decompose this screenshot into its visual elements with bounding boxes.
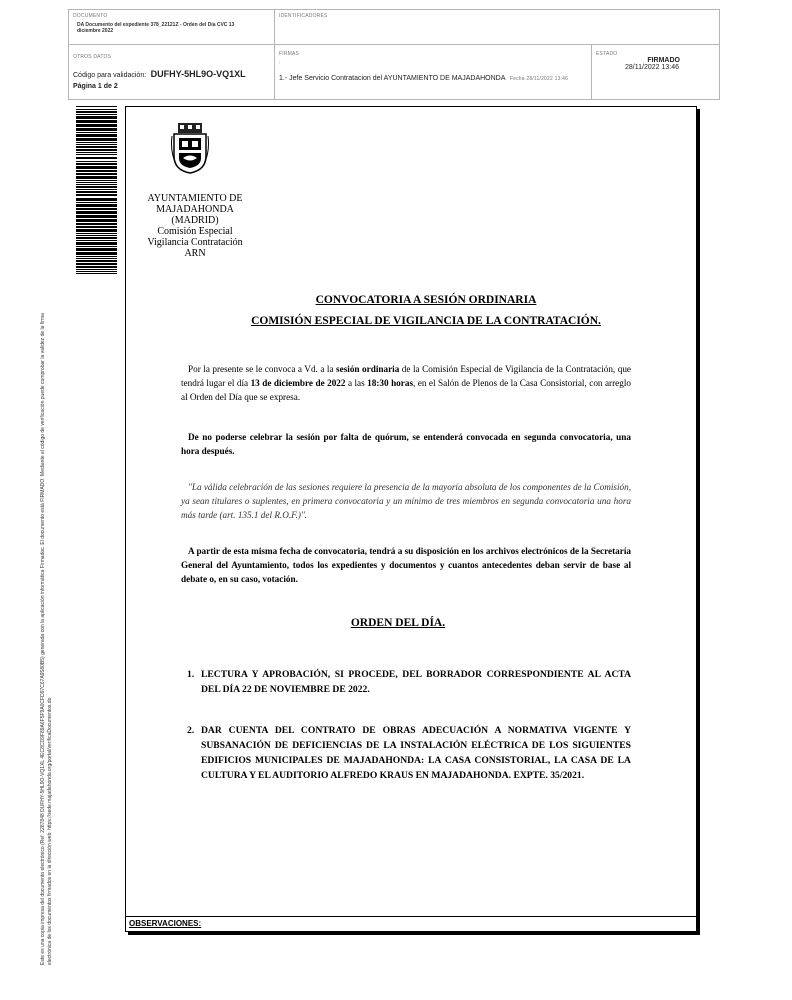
barcode-bar [76, 269, 117, 270]
barcode-bar [76, 186, 117, 188]
otros-datos-label: OTROS DATOS [73, 54, 112, 60]
org-line-3: (MADRID) [171, 215, 219, 226]
barcode-bar [76, 134, 117, 137]
barcode-bar [76, 240, 117, 241]
para1-session-type: sesión ordinaria [336, 364, 400, 374]
agenda-item-2 [187, 723, 631, 783]
codigo-label: Código para validación: [73, 72, 147, 79]
estado-date: 28/11/2022 13:46 [625, 64, 679, 71]
barcode-bar [76, 246, 117, 247]
header-estado-cell [591, 44, 720, 100]
documento-value: DA Documento del expediente 378_22121Z - Orden del Día CVC 13 diciembre 2022 [77, 22, 235, 34]
barcode-bar [76, 271, 117, 272]
barcode-bar [76, 116, 117, 119]
firmas-label: FIRMAS [279, 51, 300, 57]
paragraph-archivos: A partir de esta misma fecha de convocatoria, tendrá a su disposición en los archivos electrónicos de la Secretaría General del Ayuntamiento, todos los expedientes y documentos y cuantos antecedentes deban servir de base al debate o, en su caso, votación. [181, 546, 631, 584]
barcode-bar [76, 176, 117, 179]
observaciones-label: OBSERVACIONES: [125, 916, 697, 932]
org-line-6: ARN [184, 248, 206, 259]
barcode-bar [76, 256, 117, 257]
barcode-bar [76, 166, 117, 169]
para1-text-c: de la Comisión Especial de Vigilancia de la Contratación, que tendrá lugar el día [181, 364, 631, 388]
barcode-bar [76, 180, 117, 181]
barcode-bar [76, 132, 117, 133]
barcode-bar [76, 260, 117, 262]
barcode-bar [76, 258, 117, 259]
barcode-bar [76, 229, 117, 232]
barcode-bar [76, 215, 117, 218]
organization-block [130, 193, 260, 259]
header-otros-datos-cell [68, 44, 275, 100]
document-title: CONVOCATORIA A SESIÓN ORDINARIA [315, 294, 537, 306]
para1-text-e: a las [345, 378, 368, 388]
barcode-bar [76, 211, 117, 214]
barcode-bar [76, 194, 117, 196]
estado-value: FIRMADO [647, 57, 680, 64]
paragraph-quorum: De no poderse celebrar la sesión por falta de quórum, se entenderá convocada en segunda convocatoria, una hora después. [181, 432, 631, 456]
paragraph-convocatoria [181, 362, 631, 404]
agenda-item-number: 2. [187, 725, 195, 736]
para1-text-g: , en el Salón de Plenos de la Casa Consistorial, con arreglo al Orden del Día que se expresa. [181, 378, 631, 402]
orden-del-dia-title: ORDEN DEL DÍA. [350, 617, 446, 629]
barcode-bar [76, 138, 117, 141]
para1-date: 13 de diciembre de 2022 [250, 378, 346, 388]
barcode-bar [76, 184, 117, 185]
barcode-bar [76, 237, 117, 239]
identificadores-label: IDENTIFICADORES [279, 13, 328, 19]
para1-time: 18:30 horas [367, 378, 414, 388]
barcode-bar [76, 223, 117, 225]
barcode-bar [76, 157, 117, 159]
barcode-bar [76, 124, 117, 127]
org-line-1: AYUNTAMIENTO DE [147, 193, 243, 204]
org-line-2: MAJADAHONDA [156, 204, 234, 215]
agenda-item-number: 1. [187, 669, 195, 680]
barcode-bar [76, 163, 117, 165]
barcode-bar [76, 182, 117, 183]
barcode-bar [76, 114, 117, 115]
barcode-bar [76, 198, 117, 201]
barcode-bar [76, 152, 117, 153]
barcode [76, 106, 117, 276]
document-subtitle: COMISIÓN ESPECIAL DE VIGILANCIA DE LA CONTRATACIÓN. [251, 315, 601, 327]
codigo-value: DUFHY-5HL9O-VQ1XL [150, 69, 246, 79]
org-line-5: Vigilancia Contratación [147, 237, 243, 248]
barcode-bar [76, 252, 117, 255]
barcode-bar [76, 219, 117, 222]
barcode-bar [76, 111, 117, 113]
barcode-bar [76, 161, 117, 162]
barcode-bar [76, 248, 117, 251]
barcode-bar [76, 226, 117, 228]
para1-text-a: Por la presente se le convoca a Vd. a la [188, 364, 337, 374]
header-documento-cell [68, 9, 275, 45]
barcode-bar [76, 142, 117, 143]
barcode-bar [76, 273, 117, 274]
header-firmas-cell: FIRMAS : 1.- Jefe Servicio Contratacion del AYUNTAMIENTO DE MAJADAHONDA Fecha 28/11/2022 13:46 [274, 44, 592, 100]
agenda-item-text: LECTURA Y APROBACIÓN, SI PROCEDE, DEL BORRADOR CORRESPONDIENTE AL ACTA DEL DÍA 22 DE NOVIEMBRE DE 2022. [201, 669, 631, 695]
barcode-bar [76, 233, 117, 234]
barcode-bar [76, 170, 117, 172]
barcode-bar [76, 235, 117, 236]
barcode-bar [76, 120, 117, 123]
barcode-bar [76, 146, 117, 148]
barcode-bar [76, 266, 117, 268]
barcode-bar [76, 191, 117, 193]
barcode-bar [76, 242, 117, 245]
paragraph-quote: "La válida celebración de las sesiones requiere la presencia de la mayoría absoluta de los componentes de la Comisión, ya sean titulares o suplentes, en primera convocatoria y un mínimo de tres miembros en segunda convocatoria una hora más tarde (art. 135.1 del R.O.F.)". [181, 482, 632, 520]
barcode-bar [76, 189, 117, 190]
barcode-bar [76, 106, 117, 107]
agenda-item-1 [187, 667, 631, 697]
page-counter: Página 1 de 2 [73, 83, 118, 90]
barcode-bar [76, 204, 117, 207]
barcode-bar [76, 144, 117, 145]
header-identificadores-cell [274, 9, 720, 45]
firmas-value: 1.- Jefe Servicio Contratacion del AYUNTAMIENTO DE MAJADAHONDA [279, 75, 506, 82]
verification-side-note: Este es una copia impresa del documento electrónico (Ref: 2287848 DUFHY-5HL9O-VQ1XL 4EC8CD9F89A6F5F9A0CFD97C67A9580B5) generada con la aplicación informática Firmadoc. El documento está FIRMADO. Mediante el código de verificación puede comprobar la validez de la firma electrónica de los documentos firmados en la dirección web: https://sede.majadahonda.org/portal/verificaDocumentos.do [40, 313, 53, 965]
estado-label: ESTADO [596, 51, 618, 57]
coat-of-arms-icon [170, 122, 210, 174]
barcode-bar [76, 202, 117, 203]
firmas-date: Fecha 28/11/2022 13:46 [509, 76, 569, 82]
documento-label: DOCUMENTO [73, 13, 108, 19]
barcode-bar [76, 109, 117, 110]
barcode-bar [76, 128, 117, 131]
barcode-bar [76, 154, 117, 155]
agenda-item-text: DAR CUENTA DEL CONTRATO DE OBRAS ADECUACIÓN A NORMATIVA VIGENTE Y SUBSANACIÓN DE DEFICIENCIAS DE LA INSTALACIÓN ELÉCTRICA DE LOS SIGUIENTES EDIFICIOS MUNICIPALES DE MAJADAHONDA: LA CASA CONSISTORIAL, LA CASA DE LA CULTURA Y EL AUDITORIO ALFREDO KRAUS EN MAJADAHONDA. EXPTE. 35/2021. [201, 725, 631, 781]
barcode-bar [76, 173, 117, 175]
barcode-bar [76, 263, 117, 265]
barcode-bar [76, 149, 117, 151]
org-line-4: Comisión Especial [157, 226, 233, 237]
barcode-bar [76, 208, 117, 210]
